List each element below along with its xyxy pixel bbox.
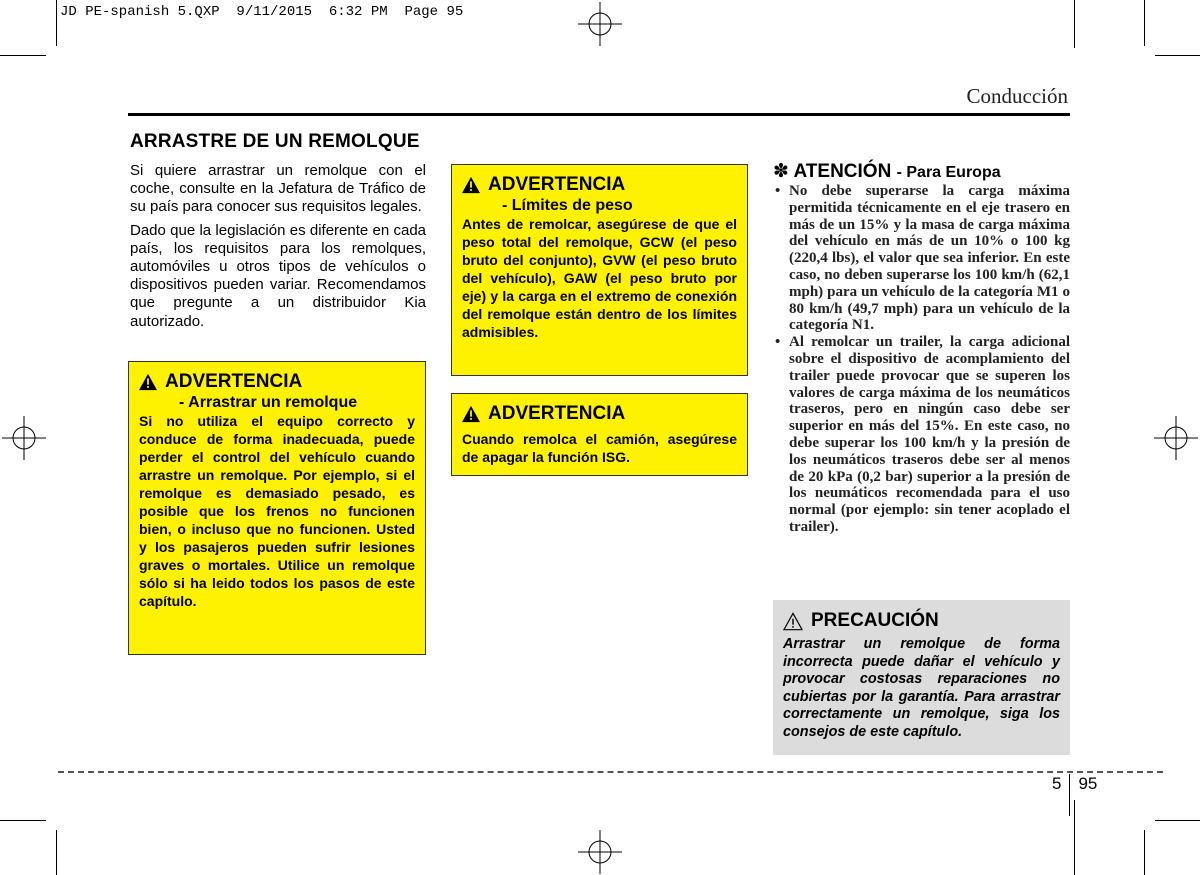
caution-triangle-outline-icon xyxy=(783,612,803,631)
warning-title: ADVERTENCIA xyxy=(488,403,626,424)
caution-title: PRECAUCIÓN xyxy=(811,610,939,631)
intro-paragraph: Dado que la legislación es diferente en cada país, los requisitos para los remolques, automóviles u otros tipos de vehículos o dispositivos pueden variar. Recomendamos que pregunte a un distribuidor Kia autorizado. xyxy=(130,221,426,330)
registration-mark-right-icon xyxy=(1154,416,1198,460)
print-slug: JD PE-spanish 5.QXP 9/11/2015 6:32 PM Page 95 xyxy=(60,4,464,20)
registration-mark-bottom-icon xyxy=(578,830,622,874)
warning-body: Antes de remolcar, asegúrese de que el peso total del remolque, GCW (el peso bruto del conjunto), GVW (el peso bruto del vehículo), GAW (el peso bruto por eje) y la carga en el extremo de conexión del remolque están dentro de los límites admisibles. xyxy=(462,216,737,340)
attention-symbol-icon: ✽ xyxy=(773,161,789,182)
warning-triangle-icon xyxy=(462,176,480,194)
warning-triangle-icon xyxy=(139,373,157,391)
header-rule xyxy=(128,113,1070,116)
intro-paragraph: Si quiere arrastrar un remolque con el coche, consulte en la Jefatura de Tráfico de su país para conocer sus requisitos legales. xyxy=(130,162,426,216)
caution-box xyxy=(773,600,1070,755)
registration-mark-left-icon xyxy=(2,416,46,460)
attention-heading xyxy=(773,160,1001,183)
warning-title: ADVERTENCIA xyxy=(488,174,626,195)
attention-list xyxy=(773,183,1070,536)
warning-header xyxy=(462,402,737,426)
warning-box-tow xyxy=(128,361,426,655)
warning-body: Cuando remolca el camión, asegúrese de apagar la función ISG. xyxy=(462,431,737,465)
warning-header xyxy=(462,173,737,197)
chapter-number: 5 xyxy=(1052,774,1062,793)
warning-title: ADVERTENCIA xyxy=(165,371,303,392)
attention-title: ATENCIÓN xyxy=(793,161,892,182)
warning-subtitle: - Arrastrar un remolque xyxy=(179,394,358,411)
page-number-value: 95 xyxy=(1078,774,1098,793)
warning-subtitle: - Límites de peso xyxy=(502,197,633,214)
footer-rule xyxy=(58,771,1163,773)
page-number xyxy=(1052,774,1097,816)
page-title: ARRASTRE DE UN REMOLQUE xyxy=(130,131,420,152)
warning-box-isg xyxy=(451,393,748,476)
warning-header xyxy=(139,370,415,394)
warning-triangle-icon xyxy=(462,405,480,423)
warning-body: Si no utiliza el equipo correcto y conduce de forma inadecuada, puede perder el control del vehículo cuando arrastre un remolque. Por ejemplo, si el remolque es demasiado pesado, es posible que los frenos no funcionen bien, o incluso que no funcionen. Usted y los pasajeros pueden sufrir lesiones graves o mortales. Utilice un remolque sólo si ha leido todos los pasos de este capítulo. xyxy=(139,413,415,609)
caution-body: Arrastrar un remolque de forma incorrecta puede dañar el vehículo y provocar costosas reparaciones no cubiertas por la garantía. Para arrastrar correctamente un remolque, siga los consejos de este capítulo. xyxy=(783,636,1060,740)
section-name: Conducción xyxy=(966,84,1068,108)
intro-text xyxy=(130,162,426,336)
registration-mark-top-icon xyxy=(578,2,622,46)
attention-subtitle: - Para Europa xyxy=(896,164,1001,181)
caution-header xyxy=(783,608,1060,634)
list-item: • Al remolcar un trailer, la carga adicional sobre el dispositivo de acomplamiento del trailer puede provocar que se superen los valores de carga máxima de los neumáticos traseros, pero en ningún caso debe ser superior en más del 15%. En este caso, no debe superar los 100 km/h y la presión de los neumáticos traseros debe ser al menos de 20 kPa (0,2 bar) superior a la presión de los neumáticos recomendada para el uso normal (por ejemplo: sin tener acoplado el trailer). xyxy=(773,334,1070,536)
list-item: • No debe superarse la carga máxima permitida técnicamente en el eje trasero en más de un 15% y la masa de carga máxima del vehículo en más de un 10% o 100 kg (220,4 lbs), el valor que sea inferior. En este caso, no deben superarse los 100 km/h (62,1 mph) para un vehículo de la categoría M1 o 80 km/h (49,7 mph) para un vehículo de la categoría N1. xyxy=(773,183,1070,334)
warning-box-weight xyxy=(451,164,748,376)
